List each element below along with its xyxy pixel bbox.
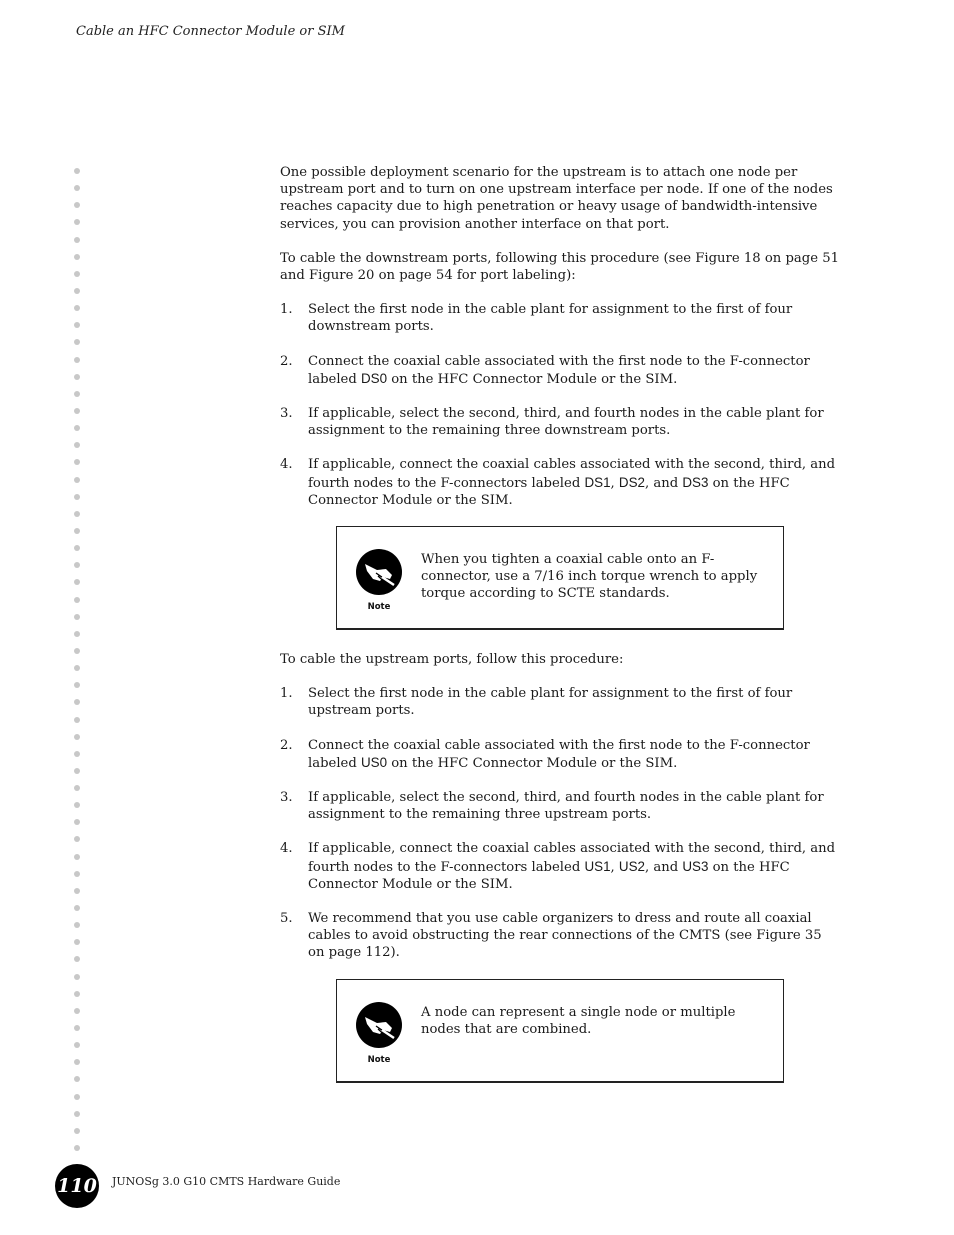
margin-dot (74, 305, 80, 311)
step-text (308, 353, 842, 388)
step-text-part: on the HFC Connector Module or the SIM. (308, 475, 790, 508)
margin-dot (74, 528, 80, 534)
note-text: When you tighten a coaxial cable onto an F-connector, use a 7/16 inch torque wrench to apply torque according to SCTE standards. (421, 552, 758, 602)
step-text-part: Connect the coaxial cable associated with the first node to the F-connector labeled (308, 737, 810, 771)
step-number: 4. (280, 457, 293, 473)
main-content (280, 164, 842, 1104)
margin-dot (74, 631, 80, 637)
margin-dot (74, 477, 80, 483)
margin-dot (74, 391, 80, 397)
port-label-ds0: DS0 (360, 370, 388, 386)
step-text: If applicable, select the second, third, and fourth nodes in the cable plant for assignment to the remaining three upstream ports. (308, 790, 824, 823)
margin-dot (74, 185, 80, 191)
step-text-part: , and (644, 859, 683, 875)
margin-dot (74, 1059, 80, 1065)
margin-dot (74, 442, 80, 448)
margin-dot (74, 254, 80, 260)
margin-dot (74, 1008, 80, 1014)
step-text-part: , (610, 475, 619, 491)
port-label-ds3: DS3 (682, 474, 709, 490)
step-text-part: If applicable, connect the coaxial cables associated with the second, third, and fourth nodes to the F-connectors labeled (308, 841, 836, 875)
list-item (280, 737, 842, 772)
note-icon-column (337, 980, 421, 1081)
margin-dot (74, 648, 80, 654)
margin-dot (74, 322, 80, 328)
margin-dot (74, 614, 80, 620)
step-text-part: If applicable, connect the coaxial cables associated with the second, third, and fourth nodes to the F-connectors labeled (308, 457, 836, 491)
list-item (280, 789, 842, 823)
margin-dot (74, 974, 80, 980)
upstream-steps-list (280, 685, 842, 961)
margin-dot (74, 494, 80, 500)
step-number: 5. (280, 911, 293, 927)
port-label-us1: US1 (584, 858, 611, 874)
note-icon-column (337, 527, 421, 628)
margin-dot (74, 237, 80, 243)
step-number: 1. (280, 302, 293, 318)
step-number: 2. (280, 737, 293, 753)
step-text-part: Connect the coaxial cable associated with the first node to the F-connector labeled (308, 353, 810, 387)
margin-dot (74, 922, 80, 928)
list-item (280, 910, 842, 962)
port-label-us0: US0 (360, 754, 388, 770)
step-text-part: on the HFC Connector Module or the SIM. (387, 371, 678, 387)
step-text (308, 456, 842, 509)
list-item (280, 840, 842, 893)
margin-dot-rule (74, 168, 82, 1151)
step-number: 3. (280, 406, 293, 422)
margin-dot (74, 682, 80, 688)
note-text: A node can represent a single node or multiple nodes that are combined. (421, 1004, 736, 1037)
step-text: We recommend that you use cable organizers to dress and route all coaxial cables to avoid obstructing the rear connections of the CMTS (see Figure 35 on page 112). (308, 911, 822, 961)
step-number: 2. (280, 353, 293, 369)
step-text: Select the first node in the cable plant for assignment to the first of four downstream ports. (308, 302, 793, 335)
margin-dot (74, 1094, 80, 1100)
note-box (336, 979, 784, 1083)
margin-dot (74, 1145, 80, 1151)
margin-dot (74, 1076, 80, 1082)
step-text: If applicable, select the second, third, and fourth nodes in the cable plant for assignment to the remaining three downstream ports. (308, 406, 824, 439)
port-label-us3: US3 (682, 858, 709, 874)
list-item (280, 456, 842, 509)
margin-dot (74, 768, 80, 774)
margin-dot (74, 562, 80, 568)
margin-dot (74, 871, 80, 877)
footer-book-title: JUNOSg 3.0 G10 CMTS Hardware Guide (112, 1175, 341, 1188)
hand-pointing-note-icon (356, 549, 402, 595)
note-label: Note (367, 1054, 391, 1065)
margin-dot (74, 734, 80, 740)
margin-dot (74, 202, 80, 208)
hand-pointing-note-icon (356, 1002, 402, 1048)
port-label-ds1: DS1 (584, 474, 611, 490)
margin-dot (74, 939, 80, 945)
margin-dot (74, 545, 80, 551)
margin-dot (74, 1128, 80, 1134)
step-text (308, 840, 842, 893)
upstream-procedure-intro: To cable the upstream ports, follow this procedure: (280, 652, 624, 668)
step-text-part: on the HFC Connector Module or the SIM. (387, 755, 678, 771)
list-item (280, 405, 842, 439)
margin-dot (74, 271, 80, 277)
margin-dot (74, 1111, 80, 1117)
margin-dot (74, 168, 80, 174)
margin-dot (74, 956, 80, 962)
margin-dot (74, 1042, 80, 1048)
margin-dot (74, 1025, 80, 1031)
margin-dot (74, 888, 80, 894)
step-text-part: , and (644, 475, 683, 491)
list-item (280, 301, 842, 335)
margin-dot (74, 785, 80, 791)
note-box (336, 526, 784, 630)
margin-dot (74, 699, 80, 705)
margin-dot (74, 802, 80, 808)
step-text: Select the first node in the cable plant for assignment to the first of four upstream ports. (308, 686, 793, 719)
margin-dot (74, 751, 80, 757)
margin-dot (74, 665, 80, 671)
page-number-badge: 110 (55, 1164, 99, 1208)
margin-dot (74, 991, 80, 997)
margin-dot (74, 597, 80, 603)
margin-dot (74, 836, 80, 842)
running-header: Cable an HFC Connector Module or SIM (76, 24, 345, 39)
margin-dot (74, 717, 80, 723)
margin-dot (74, 511, 80, 517)
downstream-procedure-intro: To cable the downstream ports, following this procedure (see Figure 18 on page 51 and Figure 20 on page 54 for port labeling): (280, 250, 839, 284)
step-text-part: on the HFC Connector Module or the SIM. (308, 859, 790, 892)
margin-dot (74, 579, 80, 585)
margin-dot (74, 219, 80, 225)
list-item (280, 685, 842, 719)
margin-dot (74, 425, 80, 431)
margin-dot (74, 288, 80, 294)
port-label-ds2: DS2 (618, 474, 645, 490)
margin-dot (74, 819, 80, 825)
step-number: 3. (280, 790, 293, 806)
step-number: 1. (280, 686, 293, 702)
port-label-us2: US2 (618, 858, 645, 874)
step-text-part: , (610, 859, 619, 875)
margin-dot (74, 459, 80, 465)
step-text (308, 737, 842, 772)
margin-dot (74, 905, 80, 911)
intro-paragraph: One possible deployment scenario for the upstream is to attach one node per upstream port and to turn on one upstream interface per node. If one of the nodes reaches capacity due to high penetration or heavy usage of bandwidth-intensive services, you can provision another interface on that port. (280, 165, 833, 232)
margin-dot (74, 339, 80, 345)
margin-dot (74, 408, 80, 414)
downstream-steps-list (280, 301, 842, 509)
list-item (280, 353, 842, 388)
margin-dot (74, 374, 80, 380)
margin-dot (74, 357, 80, 363)
margin-dot (74, 854, 80, 860)
note-label: Note (367, 602, 391, 613)
step-number: 4. (280, 841, 293, 857)
